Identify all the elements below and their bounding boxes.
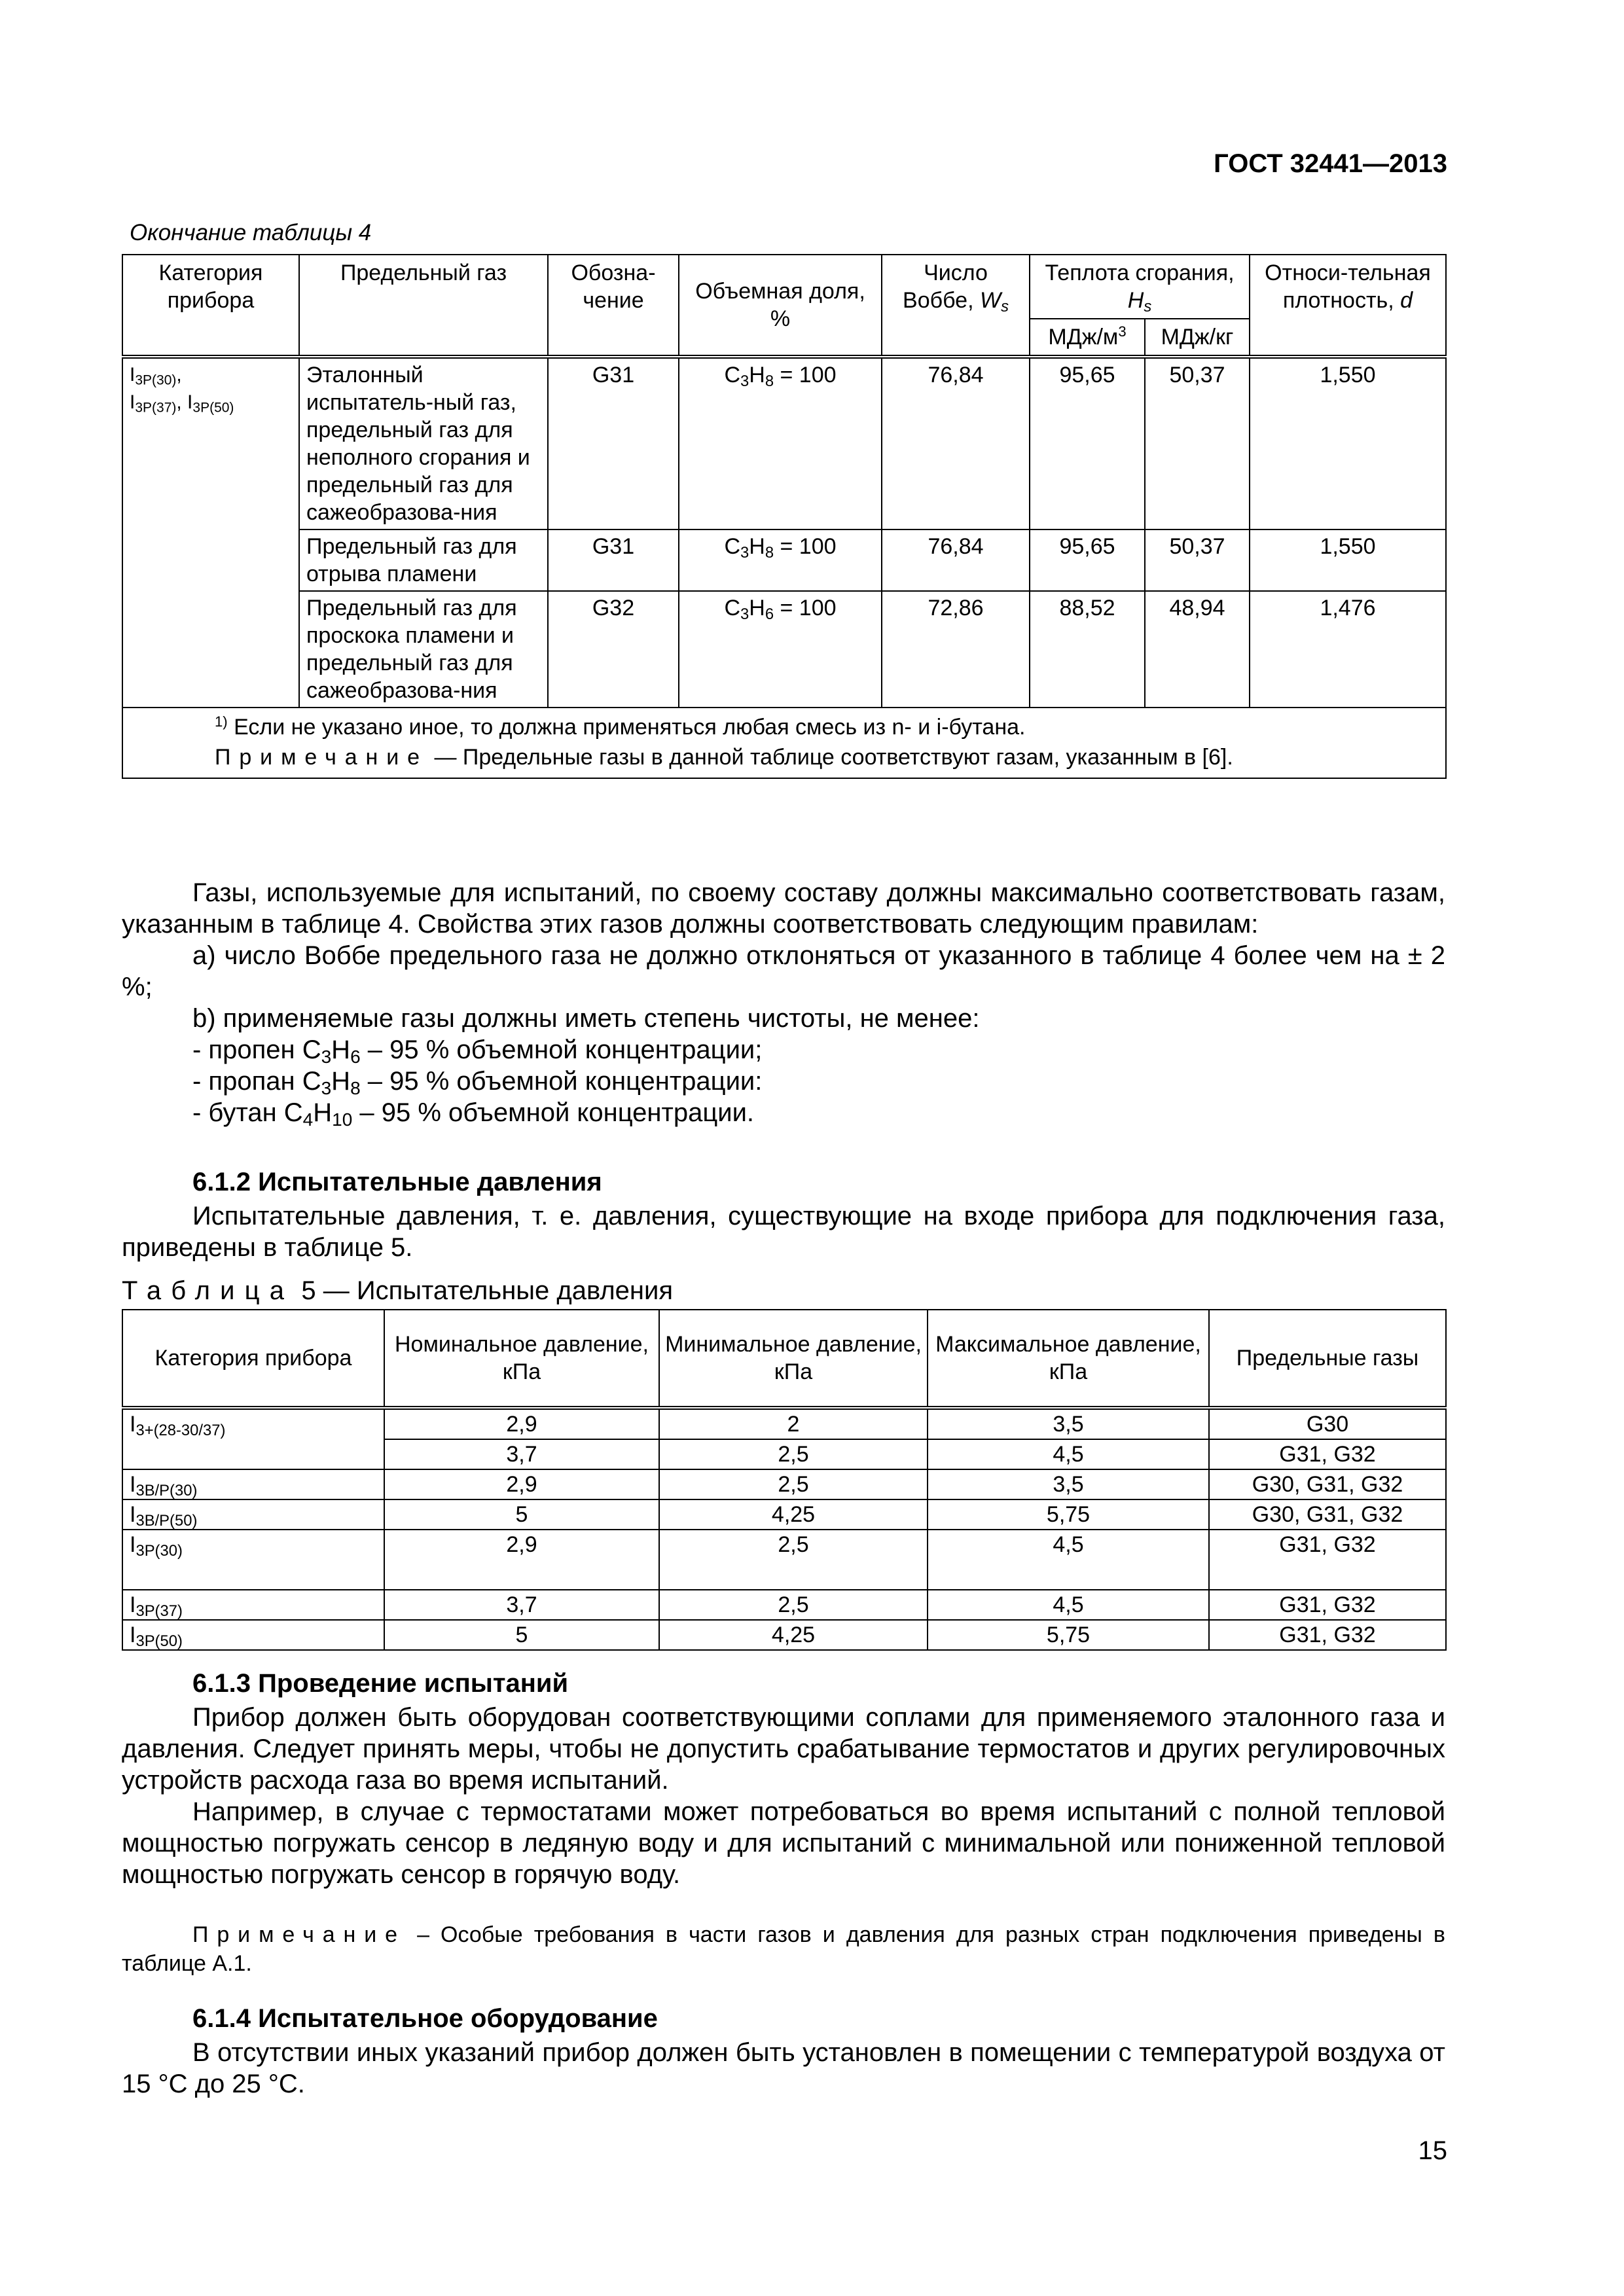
table5-nominal: 3,7 [384, 1590, 659, 1620]
table5-gases: G30, G31, G32 [1209, 1469, 1446, 1499]
section-6-1-2-heading: 6.1.2 Испытательные давления [192, 1168, 602, 1196]
category-base: I [130, 364, 135, 386]
table5-minimal: 2,5 [659, 1590, 928, 1620]
table5-gases: G30 [1209, 1408, 1446, 1439]
paragraph: Испытательные давления, т. е. давления, существующие на входе прибора для подключения газа, приведены в таблице 5. [122, 1202, 1445, 1262]
text: H [313, 1098, 333, 1127]
table4-heat-mj-kg: 50,37 [1145, 357, 1250, 529]
table5-minimal: 2,5 [659, 1530, 928, 1590]
text: - бутан C [192, 1098, 303, 1127]
list-item-a: а) число Воббе предельного газа не должно отклоняться от указанного в таблице 4 более чем на ± 2 %; [122, 941, 1445, 1001]
formula-subscript: 3 [740, 543, 749, 562]
table4-designation: G31 [548, 357, 679, 529]
table-4 [122, 254, 1447, 779]
document-number-header: ГОСТ 32441—2013 [1214, 149, 1447, 178]
table5-maximal: 4,5 [928, 1590, 1209, 1620]
category-base: I [130, 1502, 136, 1527]
formula-subscript: 6 [765, 605, 774, 623]
table4-gas-name: Предельный газ для проскока пламени и предельный газ для сажеобразова-ния [299, 591, 548, 708]
table5-minimal: 2,5 [659, 1439, 928, 1469]
text: - пропан C [192, 1067, 321, 1096]
table5-category [122, 1408, 384, 1439]
table5-gases: G31, G32 [1209, 1590, 1446, 1620]
formula-subscript: 6 [350, 1047, 361, 1067]
table5-minimal: 4,25 [659, 1499, 928, 1530]
formula-value: = 100 [774, 534, 837, 559]
table4-header-heat [1030, 255, 1250, 319]
table4-note [130, 742, 1439, 772]
caption-text: 5 — Испытательные давления [294, 1276, 673, 1305]
note-label: Примечание [215, 745, 428, 770]
table5-category [122, 1499, 384, 1530]
table4-heat-mj-m3: 95,65 [1030, 357, 1145, 529]
category-base: I [130, 1412, 136, 1437]
formula-element: C [724, 534, 740, 559]
formula-subscript: 3 [740, 372, 749, 390]
formula-subscript: 3 [740, 605, 749, 623]
table4-header-wobbe [882, 255, 1030, 357]
table5-minimal: 4,25 [659, 1620, 928, 1650]
heat-symbol: H [1127, 288, 1144, 313]
purity-butane [122, 1097, 1445, 1128]
table5-header-row [122, 1310, 1446, 1408]
formula-subscript: 8 [765, 543, 774, 562]
category-subscript: 3P(50) [192, 400, 234, 416]
text: H [331, 1035, 351, 1064]
table4-heat-mj-m3: 88,52 [1030, 591, 1145, 708]
table5-nominal: 5 [384, 1620, 659, 1650]
table5-header-category: Категория прибора [122, 1310, 384, 1408]
table-5 [122, 1309, 1447, 1651]
table4-formula [679, 591, 882, 708]
table5-maximal: 3,5 [928, 1408, 1209, 1439]
category-separator: , [176, 364, 182, 386]
table5-gases: G31, G32 [1209, 1530, 1446, 1590]
table5-minimal: 2,5 [659, 1469, 928, 1499]
table4-header-limit-gas: Предельный газ [299, 255, 548, 357]
table4-density: 1,550 [1250, 529, 1446, 591]
table-row [122, 529, 1446, 591]
table4-header-density [1250, 255, 1446, 357]
table-row [122, 1408, 1446, 1439]
category-subscript: 3B/P(50) [135, 1511, 198, 1530]
section-6-1-2-text [122, 1200, 1445, 1263]
table5-maximal: 3,5 [928, 1469, 1209, 1499]
section-6-1-4-text [122, 2037, 1445, 2100]
table5-header-nominal: Номинальное давление, кПа [384, 1310, 659, 1408]
gas-requirements-block [122, 877, 1445, 1128]
category-subscript: 3P(30) [135, 372, 177, 388]
heat-label: Теплота сгорания, [1045, 260, 1235, 285]
section-6-1-3-text [122, 1702, 1445, 1890]
paragraph: Например, в случае с термостатами может потребоваться во время испытаний с полной тепловой мощностью погружать сенсор в ледяную воду и для испытаний с минимальной или пониженной тепловой мощностью погружать сенсор в горячую воду. [122, 1797, 1445, 1889]
formula-subscript: 8 [765, 372, 774, 390]
formula-value: = 100 [774, 596, 837, 620]
table4-footer-row [122, 708, 1446, 778]
table5-nominal: 2,9 [384, 1408, 659, 1439]
formula-value: = 100 [774, 363, 837, 387]
section-6-1-4-heading: 6.1.4 Испытательное оборудование [192, 2004, 658, 2033]
paragraph: Прибор должен быть оборудован соответствующими соплами для применяемого эталонного газа и давления. Следует принять меры, чтобы не допустить срабатывание термостатов и других регулировочных устройств расхода газа во время испытаний. [122, 1703, 1445, 1795]
table4-header-category: Категория прибора [122, 255, 299, 357]
table-row [122, 1499, 1446, 1530]
table5-gases: G31, G32 [1209, 1620, 1446, 1650]
paragraph: В отсутствии иных указаний прибор должен быть установлен в помещении с температурой воздуха от 15 °C до 25 °C. [122, 2038, 1445, 2098]
paragraph: Газы, используемые для испытаний, по своему составу должны максимально соответствовать газам, указанным в таблице 4. Свойства этих газов должны соответствовать следующим правилам: [122, 878, 1445, 939]
table4-header-unit-mj-m3 [1030, 319, 1145, 357]
category-subscript: 3P(30) [135, 1541, 183, 1560]
note-text: – Особые требования в части газов и давления для разных стран подключения приведены в таблице А.1. [122, 1922, 1445, 1976]
section-6-1-3-heading: 6.1.3 Проведение испытаний [192, 1669, 569, 1698]
formula-subscript: 4 [302, 1109, 314, 1130]
table4-wobbe: 76,84 [882, 357, 1030, 529]
list-item-b: b) применяемые газы должны иметь степень чистоты, не менее: [192, 1004, 980, 1033]
density-label: Относи-тельная плотность, [1265, 260, 1431, 313]
heat-subscript: s [1144, 297, 1152, 315]
table5-minimal: 2 [659, 1408, 928, 1439]
table4-heat-mj-m3: 95,65 [1030, 529, 1145, 591]
category-subscript: 3P(37) [135, 400, 177, 416]
formula-element: H [749, 596, 765, 620]
table4-designation: G32 [548, 591, 679, 708]
table5-nominal: 2,9 [384, 1469, 659, 1499]
note-label: Примечание [192, 1922, 406, 1947]
table5-maximal: 4,5 [928, 1530, 1209, 1590]
text: – 95 % объемной концентрации: [360, 1067, 763, 1096]
caption-label: Таблица [122, 1276, 295, 1305]
category-base: I [130, 1532, 136, 1557]
table5-maximal: 5,75 [928, 1620, 1209, 1650]
table5-nominal: 2,9 [384, 1530, 659, 1590]
table4-continuation-caption: Окончание таблицы 4 [130, 220, 372, 245]
formula-subscript: 3 [321, 1047, 332, 1067]
table5-caption [122, 1276, 673, 1306]
formula-element: H [749, 534, 765, 559]
table4-header-designation: Обозна-чение [548, 255, 679, 357]
table5-header-maximal: Максимальное давление, кПа [928, 1310, 1209, 1408]
table4-heat-mj-kg: 48,94 [1145, 591, 1250, 708]
category-subscript: 3P(50) [135, 1632, 183, 1650]
purity-propane [122, 1066, 1445, 1097]
category-base: I [130, 1472, 136, 1497]
table-row [122, 1439, 1446, 1469]
table4-wobbe: 76,84 [882, 529, 1030, 591]
table4-gas-name: Эталонный испытатель-ный газ, предельный газ для неполного сгорания и предельный газ для сажеобразова-ния [299, 357, 548, 529]
formula-element: C [724, 596, 740, 620]
table-row [122, 1530, 1446, 1590]
text: – 95 % объемной концентрации; [360, 1035, 763, 1064]
formula-element: H [749, 363, 765, 387]
table5-header-gases: Предельные газы [1209, 1310, 1446, 1408]
table4-header-row [122, 255, 1446, 319]
table4-density: 1,476 [1250, 591, 1446, 708]
table4-formula [679, 357, 882, 529]
category-separator: , [176, 391, 188, 413]
table4-category-cell [122, 357, 299, 708]
footnote-text: Если не указано иное, то должна применяться любая смесь из n- и i-бутана. [227, 715, 1026, 740]
category-base: I [130, 1592, 136, 1617]
table4-header-volume-fraction: Объемная доля, % [679, 255, 882, 357]
formula-subscript: 3 [321, 1078, 332, 1098]
table4-wobbe: 72,86 [882, 591, 1030, 708]
table4-formula [679, 529, 882, 591]
table-row [122, 357, 1446, 529]
density-symbol: d [1400, 288, 1413, 313]
table5-gases: G30, G31, G32 [1209, 1499, 1446, 1530]
section-6-1-3-note [122, 1920, 1445, 1978]
category-subscript: 3P(37) [135, 1602, 183, 1620]
table4-footnote [130, 712, 1439, 742]
page-number: 15 [1418, 2136, 1447, 2165]
table-row [122, 1620, 1446, 1650]
table-row [122, 591, 1446, 708]
wobbe-label: Число Воббе, [903, 260, 988, 313]
text: H [331, 1067, 351, 1096]
table5-category [122, 1530, 384, 1590]
formula-subscript: 10 [332, 1109, 353, 1130]
wobbe-symbol: W [979, 288, 1001, 313]
table4-footer [122, 708, 1446, 778]
note-text: — Предельные газы в данной таблице соответствуют газам, указанным в [6]. [428, 745, 1233, 770]
table5-maximal: 5,75 [928, 1499, 1209, 1530]
purity-propene [122, 1034, 1445, 1066]
table4-header-unit-mj-kg: МДж/кг [1145, 319, 1250, 357]
unit-superscript: 3 [1118, 323, 1127, 340]
category-subscript: 3+(28-30/37) [135, 1421, 226, 1439]
text: – 95 % объемной концентрации. [352, 1098, 755, 1127]
category-base: I [130, 391, 135, 413]
category-subscript: 3B/P(30) [135, 1481, 198, 1499]
category-base: I [187, 391, 193, 413]
wobbe-subscript: s [1001, 297, 1009, 315]
footnote-mark: 1) [215, 713, 228, 730]
table5-category [122, 1469, 384, 1499]
table4-designation: G31 [548, 529, 679, 591]
table5-maximal: 4,5 [928, 1439, 1209, 1469]
table-row [122, 1590, 1446, 1620]
table5-nominal: 3,7 [384, 1439, 659, 1469]
formula-element: C [724, 363, 740, 387]
category-base: I [130, 1623, 136, 1647]
table5-nominal: 5 [384, 1499, 659, 1530]
unit-mj-m3-text: МДж/м [1048, 325, 1119, 350]
formula-subscript: 8 [350, 1078, 361, 1098]
table4-gas-name: Предельный газ для отрыва пламени [299, 529, 548, 591]
table4-density: 1,550 [1250, 357, 1446, 529]
table-row [122, 1469, 1446, 1499]
table5-category [122, 1590, 384, 1620]
table5-gases: G31, G32 [1209, 1439, 1446, 1469]
text: - пропен C [192, 1035, 321, 1064]
table5-category [122, 1620, 384, 1650]
table5-category [122, 1439, 384, 1469]
table5-header-minimal: Минимальное давление, кПа [659, 1310, 928, 1408]
table4-heat-mj-kg: 50,37 [1145, 529, 1250, 591]
